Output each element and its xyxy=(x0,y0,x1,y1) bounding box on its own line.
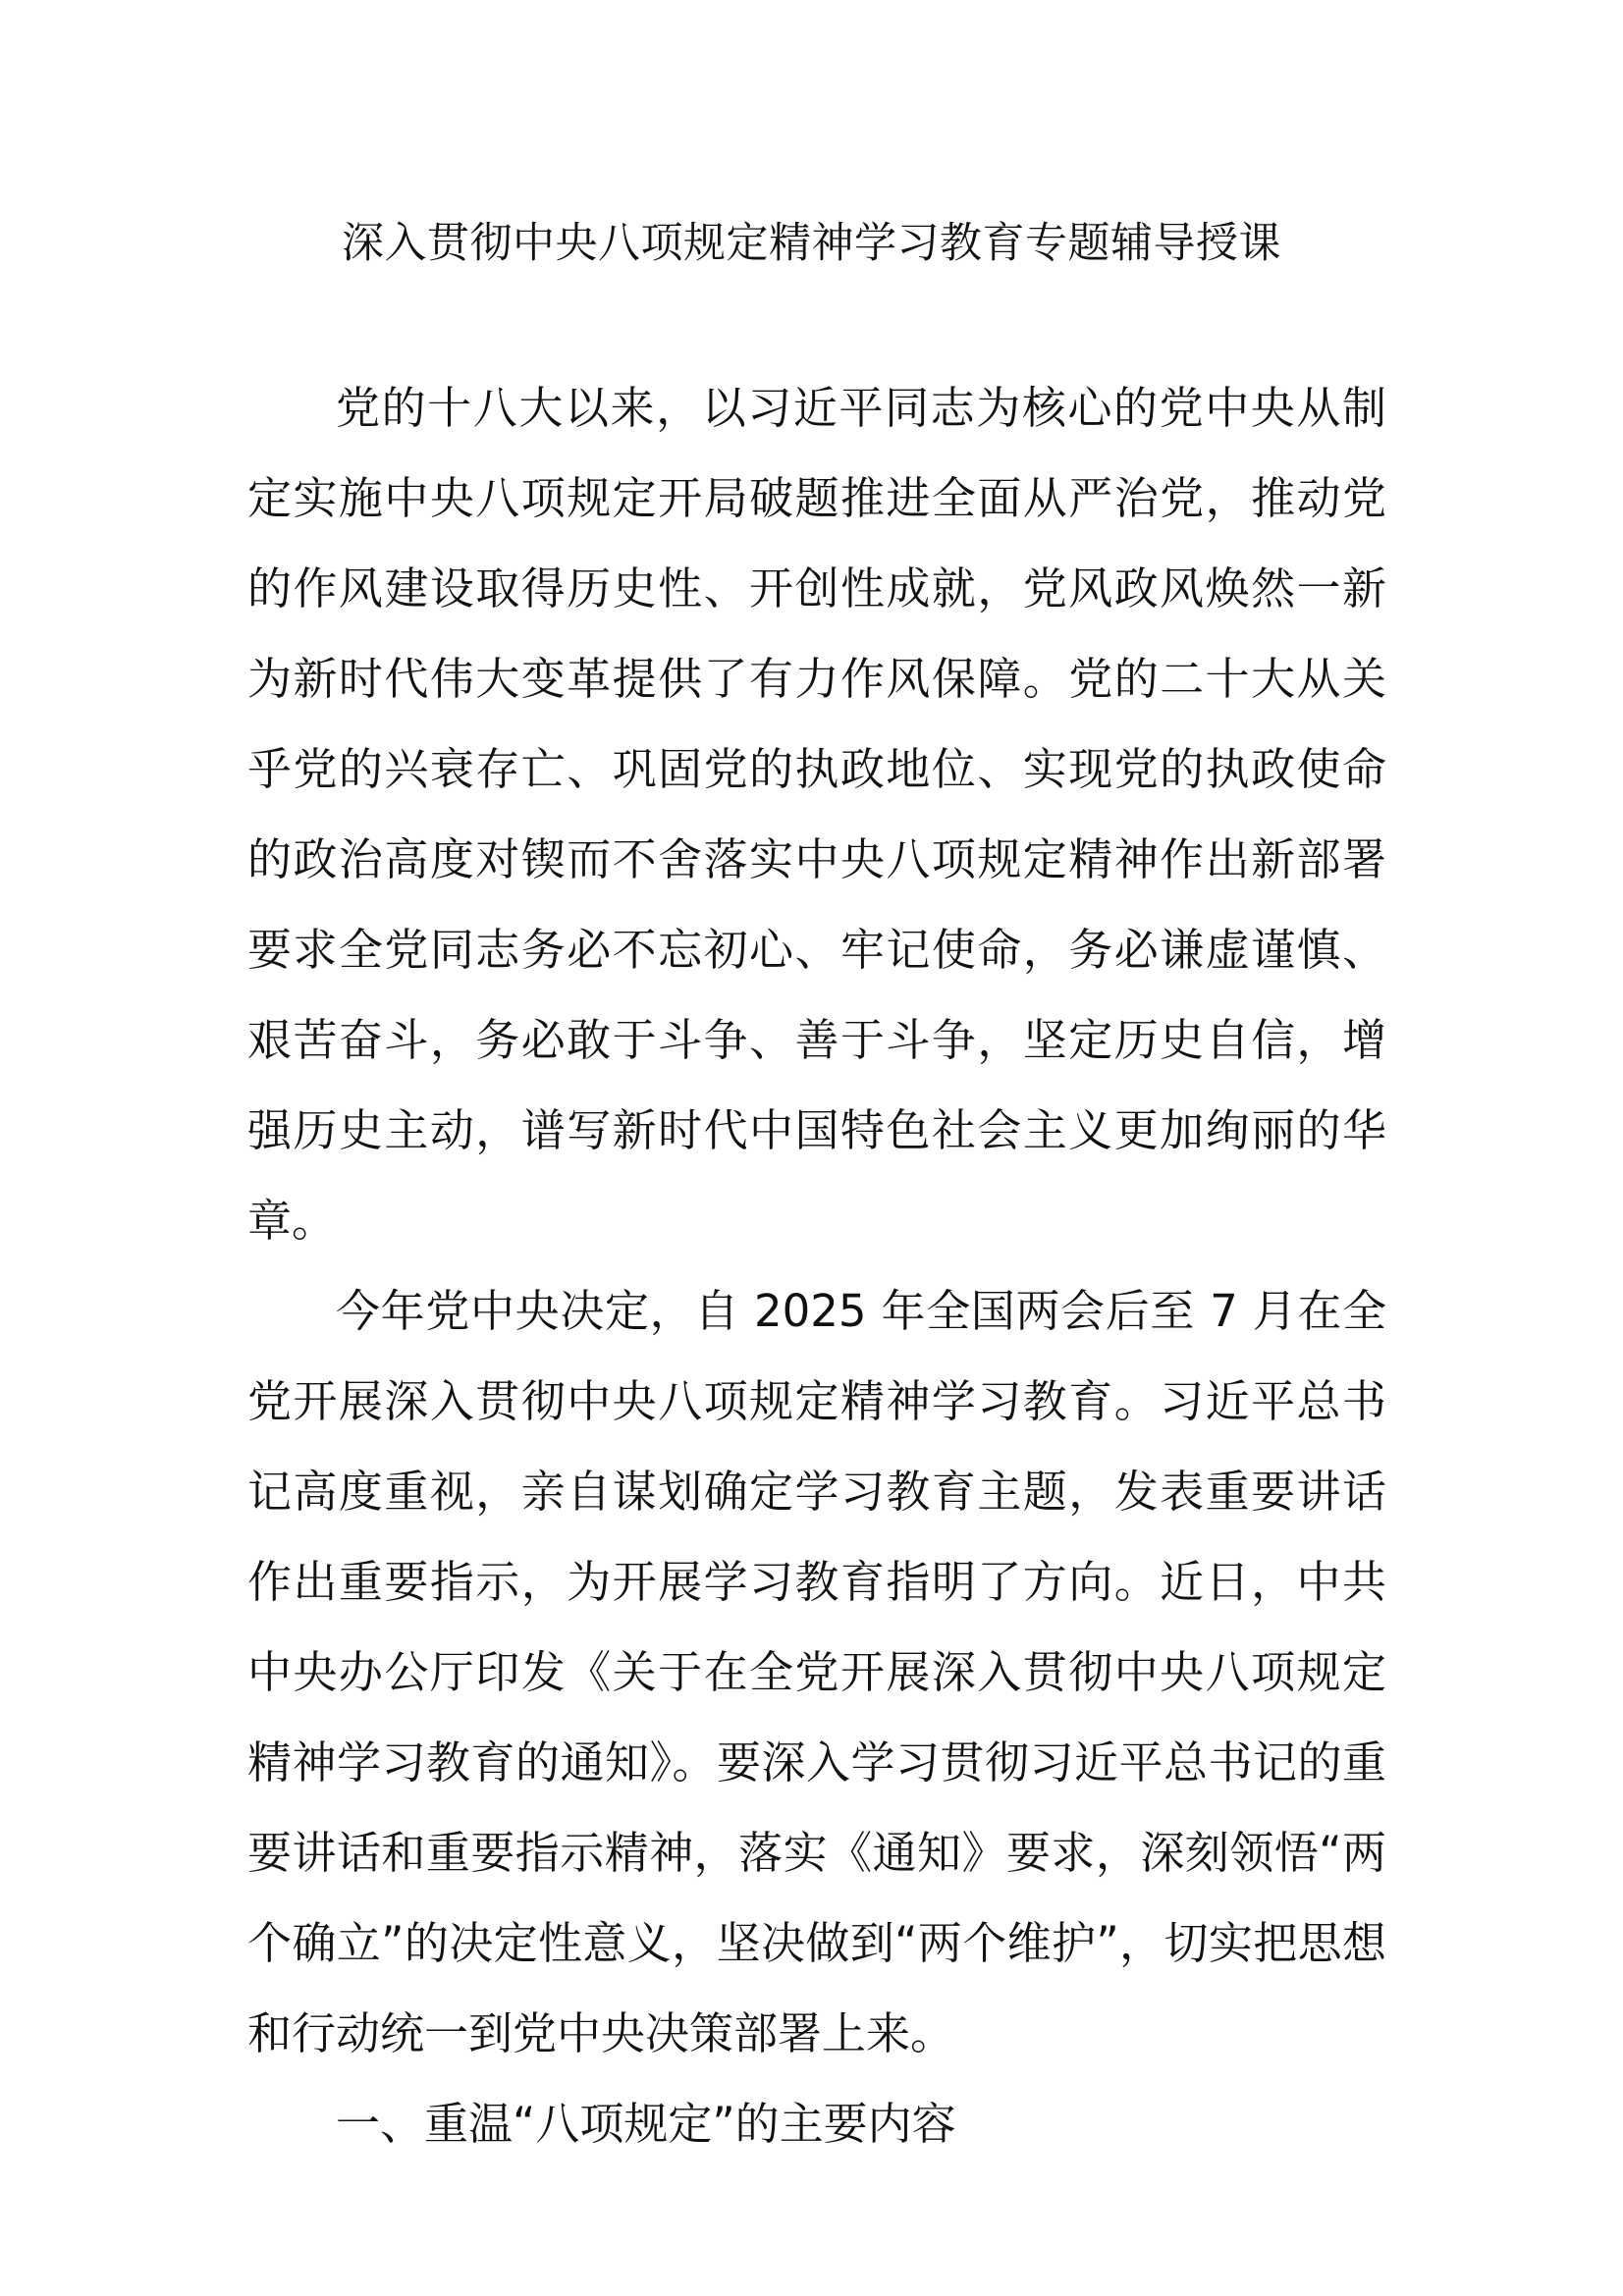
document-body xyxy=(247,363,1386,2169)
paragraph-2: 今年党中央决定，自 2025 年全国两会后至 7 月在全党开展深入贯彻中央八项规定精神学习教育。习近平总书记高度重视，亲自谋划确定学习教育主题，发表重要讲话作出重要指示，为开展学习教育指明了方向。近日，中共中央办公厅印发《关于在全党开展深入贯彻中央八项规定精神学习教育的通知》。要深入学习贯彻习近平总书记的重要讲话和重要指示精神，落实《通知》要求，深刻领悟“两个确立”的决定性意义，坚决做到“两个维护”，切实把思想和行动统一到党中央决策部署上来。 xyxy=(247,1285,1386,2059)
paragraph-1: 党的十八大以来，以习近平同志为核心的党中央从制定实施中央八项规定开局破题推进全面从严治党，推动党的作风建设取得历史性、开创性成就，党风政风焕然一新为新时代伟大变革提供了有力作风保障。党的二十大从关乎党的兴衰存亡、巩固党的执政地位、实现党的执政使命的政治高度对锲而不舍落实中央八项规定精神作出新部署要求全党同志务必不忘初心、牢记使命，务必谦虚谨慎、艰苦奋斗，务必敢于斗争、善于斗争，坚定历史自信，增强历史主动，谱写新时代中国特色社会主义更加绚丽的华章。 xyxy=(247,382,1386,1247)
section-heading: 一、重温“八项规定”的主要内容 xyxy=(336,2098,956,2150)
document-title: 深入贯彻中央八项规定精神学习教育专题辅导授课 xyxy=(342,219,1281,268)
